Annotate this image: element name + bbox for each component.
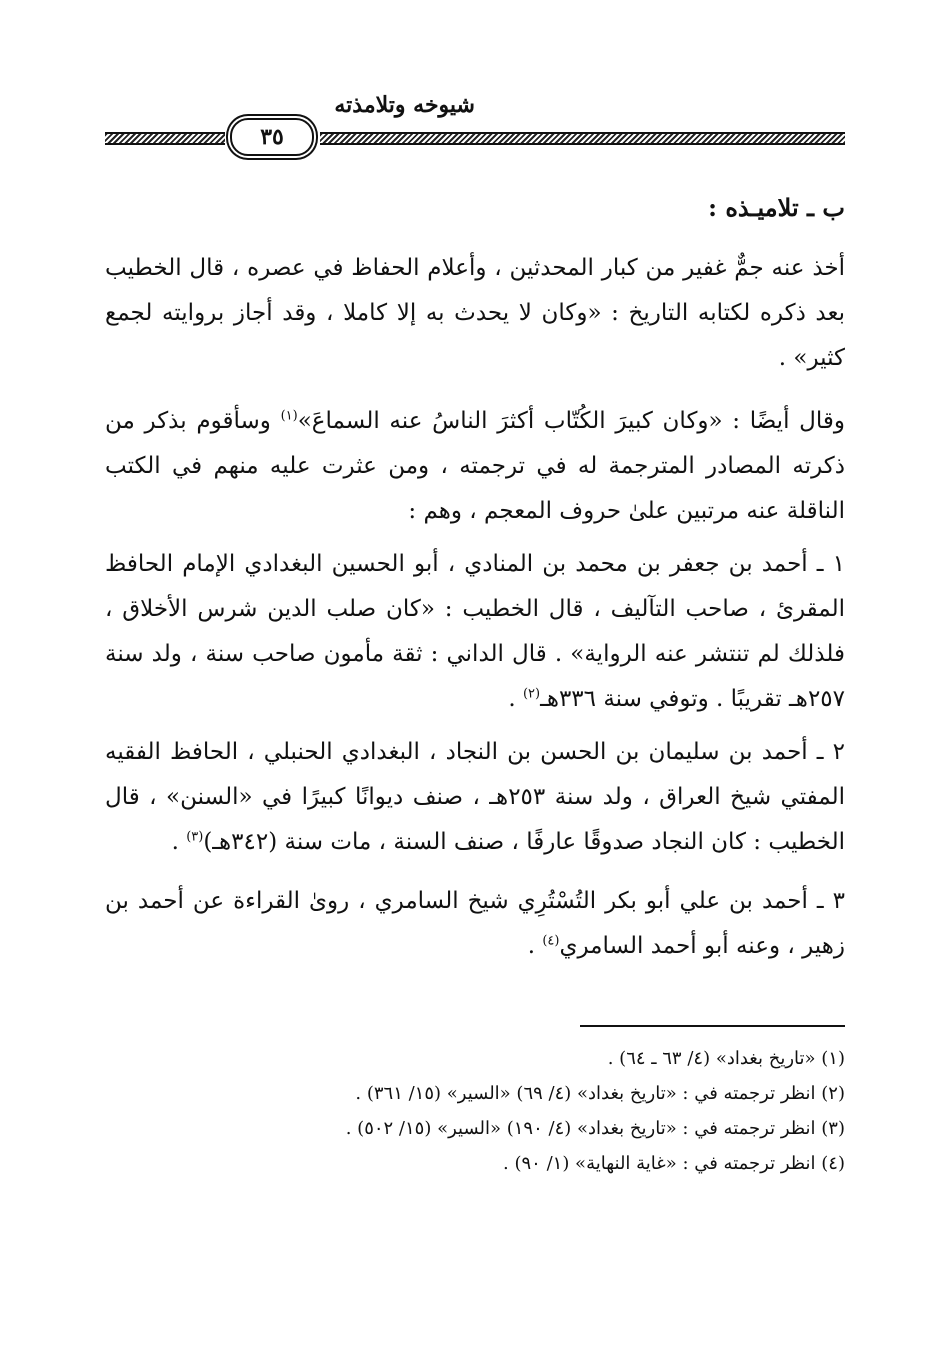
paragraph-text: ٣ ـ أحمد بن علي أبو بكر التُسْتُرِي شيخ السامري ، روىٰ القراءة عن أحمد بن زهير ، وعنه أبو أحمد السامري <box>105 888 845 959</box>
header-rule-right <box>320 132 845 145</box>
paragraph-tail: . <box>527 933 543 959</box>
footnote: (٤) انظر ترجمته في : «غاية النهاية» (١/ ٩٠) . <box>503 1153 845 1174</box>
paragraph-text: أخذ عنه جمٌّ غفير من كبار المحدثين ، وأعلام الحفاظ في عصره ، قال الخطيب بعد ذكره لكتابه التاريخ : «وكان لا يحدث به إلا كاملا ، وقد أجاز بروايته لجمع كثير» . <box>105 255 845 371</box>
footnote-marker: (٤) <box>542 933 560 949</box>
footnote-marker: (١) <box>280 408 298 424</box>
footnotes <box>105 1041 845 1181</box>
paragraph <box>105 730 845 865</box>
paragraph-text: وقال أيضًا : «وكان كبيرَ الكُتّاب أكثرَ الناسُ عنه السماعَ» <box>297 408 845 434</box>
paragraph <box>105 399 845 534</box>
paragraph-tail: . <box>171 829 187 855</box>
paragraph <box>105 246 845 381</box>
footnote-marker: (٢) <box>522 686 541 702</box>
paragraph <box>105 542 845 722</box>
paragraph-tail: . <box>508 686 523 712</box>
paragraph-text: ٢ ـ أحمد بن سليمان بن الحسن بن النجاد ، البغدادي الحنبلي ، الحافظ الفقيه المفتي شيخ العراق ، ولد سنة ٢٥٣هـ ، صنف ديوانًا كبيرًا في «السنن» ، قال الخطيب : كان النجاد صدوقًا عارفًا ، صنف السنة ، مات سنة (٣٤٢هـ) <box>105 739 845 855</box>
footnote-separator <box>580 1025 845 1027</box>
page-number: ٣٥ <box>230 118 314 156</box>
running-title: شيوخه وتلامذته <box>334 92 475 118</box>
footnote: (١) «تاريخ بغداد» (٤/ ٦٣ ـ ٦٤) . <box>607 1048 845 1069</box>
header-rule-left <box>105 132 225 145</box>
paragraph-text: ١ ـ أحمد بن جعفر بن محمد بن المنادي ، أبو الحسين البغدادي الإمام الحافظ المقرئ ، صاحب التآليف ، قال الخطيب : «كان صلب الدين شرس الأخلاق ، فلذلك لم تنتشر عنه الرواية» . قال الداني : ثقة مأمون صاحب سنة ، ولد سنة ٢٥٧هـ تقريبًا . وتوفي سنة ٣٣٦هـ <box>105 551 845 712</box>
paragraph <box>105 879 845 969</box>
page <box>105 80 845 1181</box>
footnote-marker: (٣) <box>186 829 204 845</box>
footnote: (٢) انظر ترجمته في : «تاريخ بغداد» (٤/ ٦٩) «السير» (١٥/ ٣٦١) . <box>355 1083 845 1104</box>
footnote: (٣) انظر ترجمته في : «تاريخ بغداد» (٤/ ١٩٠) «السير» (١٥/ ٥٠٢) . <box>345 1118 845 1139</box>
running-header <box>105 80 845 160</box>
paragraph-text: وسأقوم بذكر من ذكرته المصادر المترجمة له في ترجمته ، ومن عثرت عليه منهم في الكتب الناقلة عنه مرتبين علىٰ حروف المعجم ، وهم : <box>105 408 845 524</box>
section-heading: ب ـ تلاميـذه : <box>708 193 845 222</box>
